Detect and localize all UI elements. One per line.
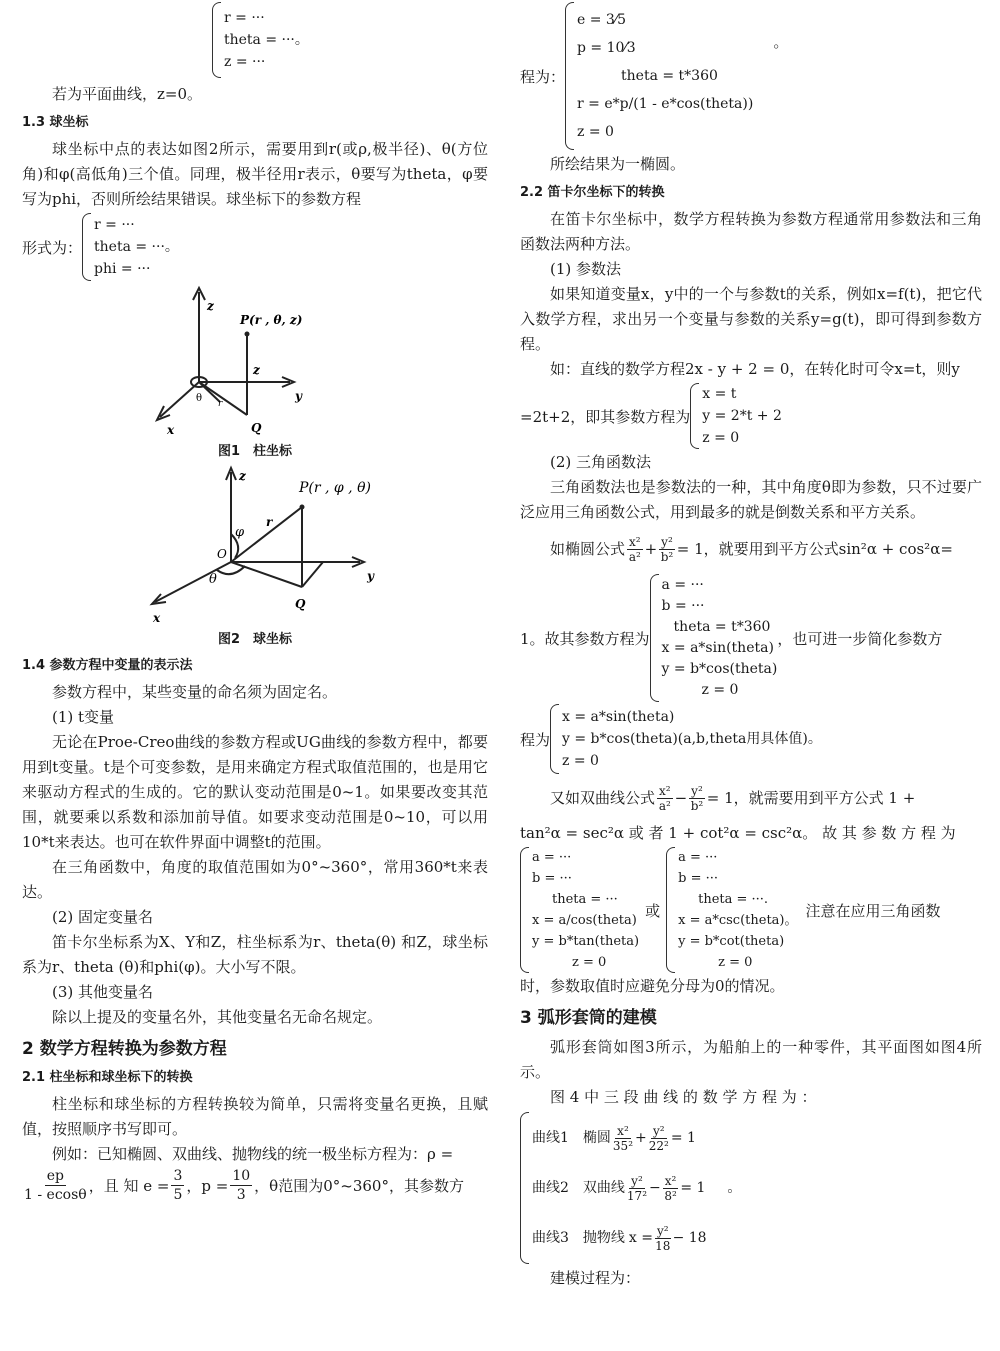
para-1-4: 参数方程中，某些变量的命名须为固定名。 xyxy=(52,683,338,701)
period: 。 xyxy=(773,32,789,51)
para-result: 所绘结果为一椭圆。 xyxy=(550,155,686,173)
eq-line: x = a*sin(theta) xyxy=(562,709,675,725)
para-t-variable: 无论在Proe-Creo曲线的参数方程或UG曲线的参数方程中，都要用到t变量。t是个可变参数，是用来确定方程式取值范围的，也是用它来驱动方程式的生成的。它的默认变动范围是0~1。如果要改变其范围，就要乘以系数和添加前导值。如要求变动范围是0~10，可以用10*t来表达。也可在软件界面中调整t的范围。 xyxy=(22,733,488,851)
curve-label: 曲线2 双曲线 xyxy=(532,1180,625,1196)
hyperbola-formula-line: 又如双曲线公式 $\frac{\text{x²}}{\text{a²}}$ − $\frac{\text{y²}}{\text{b²}}$ = 1，就需要用到平方公式 1 + xyxy=(550,783,916,813)
eq-line: r = e*p/(1 - e*cos(theta)) xyxy=(577,96,754,112)
fig1-q-label: Q xyxy=(251,421,262,435)
eq-line: theta = ···. xyxy=(698,892,769,907)
fig2-z-label: z xyxy=(239,469,246,483)
line-param-row xyxy=(520,382,982,450)
eq-line: z = 0 xyxy=(577,124,614,140)
frac-num: 10 xyxy=(232,1168,251,1184)
curve-2: 曲线2 双曲线 $\frac{\text{y²}}{\text{17²}}$ − $\frac{\text{x²}}{\text{8²}}$ = 1 。 xyxy=(532,1163,741,1213)
eq-line: e = 3⁄5 xyxy=(577,12,627,28)
para-modeling: 建模过程为： xyxy=(550,1269,641,1287)
subtitle-other-names: (3) 其他变量名 xyxy=(52,983,154,1001)
fig2-phi-label: φ xyxy=(235,525,245,540)
eq-line: theta = t*360 xyxy=(621,68,718,84)
brace xyxy=(690,383,699,449)
text-run: ，且 知 e = xyxy=(88,1176,170,1195)
eq-line: y = b*cos(theta)(a,b,theta用具体值)。 xyxy=(562,731,822,747)
eq-line: x = t xyxy=(702,386,737,402)
curves-system xyxy=(520,1110,982,1266)
subtitle-fixed-names: (2) 固定变量名 xyxy=(52,908,154,926)
subtitle-t-variable: (1) t变量 xyxy=(52,708,115,726)
simplified-param-row xyxy=(520,703,982,775)
eq-line: theta = ···。 xyxy=(94,239,179,255)
subtitle-trig-method: (2) 三角函数法 xyxy=(550,453,652,471)
frac-den: 3 xyxy=(236,1187,246,1203)
text-run: 程为 xyxy=(520,730,551,749)
figure-1-caption: 图1 柱坐标 xyxy=(217,444,293,459)
text-run: 1。故其参数方程为 xyxy=(520,629,650,648)
text-run: =2t+2，即其参数方程为 xyxy=(520,407,691,426)
text-run: 注意在应用三角函数 xyxy=(805,901,941,920)
eq-line: z = 0 xyxy=(702,430,740,446)
brace xyxy=(212,2,221,78)
brace xyxy=(550,704,559,774)
fig1-point-label: P(r , θ, z) xyxy=(240,313,303,327)
y2-over-b2: $\frac{\text{y²}}{\text{b²}}$ xyxy=(660,534,674,564)
right-column xyxy=(520,0,982,1291)
frac-num: ep xyxy=(46,1168,64,1184)
eq-line: a = ··· xyxy=(661,577,704,593)
sph-param-form xyxy=(22,212,488,282)
fig2-y-label: y xyxy=(367,569,374,583)
curve-1: 曲线1 椭圆 $\frac{\text{x²}}{\text{35²}}$ + $\frac{\text{y²}}{\text{22²}}$ = 1 xyxy=(532,1113,741,1163)
para-3: 弧形套筒如图3所示，为船舶上的一种零件，其平面图如图4所示。 xyxy=(520,1038,982,1081)
eq-line: a = ··· xyxy=(532,850,572,865)
heading-2-1: 2.1 柱坐标和球坐标下的转换 xyxy=(22,1070,193,1085)
fig1-r-label: r xyxy=(218,399,223,409)
brace xyxy=(520,847,529,973)
text-run: 又如双曲线公式 xyxy=(550,788,656,807)
eq-line: b = ··· xyxy=(661,598,705,614)
eq-line: y = 2*t + 2 xyxy=(702,408,782,424)
heading-1-4: 1.4 参数方程中变量的表示法 xyxy=(22,658,193,673)
eq-line: r = ··· xyxy=(224,10,265,26)
hyperbola-param-row xyxy=(520,846,982,974)
para-2-2: 在笛卡尔坐标中，数学方程转换为参数方程通常用参数法和三角函数法两种方法。 xyxy=(520,210,982,253)
eq-line: z = ··· xyxy=(224,54,266,70)
brace xyxy=(520,1112,529,1264)
para-param-method: 如果知道变量x，y中的一个与参数t的关系，例如x=f(t)，把它代入数学方程，求出另一个变量与参数的关系y=g(t)，即可得到参数方程。 xyxy=(520,285,982,353)
text-run: ，p = xyxy=(186,1176,229,1195)
eq-line: z = 0 xyxy=(562,753,599,769)
fig1-theta-label: θ xyxy=(196,393,203,404)
heading-2: 2 数学方程转换为参数方程 xyxy=(22,1039,227,1059)
eq-line: y = b*cos(theta) xyxy=(661,661,778,677)
text-run: ，也可进一步简化参数方 xyxy=(777,629,943,648)
fig1-y-label: y xyxy=(295,389,302,403)
eq-line: b = ··· xyxy=(678,871,718,886)
left-column xyxy=(22,0,488,1204)
fig2-q-label: Q xyxy=(295,597,306,611)
curve-3: 曲线3 抛物线 x = $\frac{\text{y²}}{18}$ − 18 xyxy=(532,1213,741,1263)
fig2-origin-label: O xyxy=(217,547,227,561)
heading-3: 3 弧形套筒的建模 xyxy=(520,1008,657,1028)
eq-line: y = b*cot(theta) xyxy=(678,934,785,949)
para-2-1: 柱坐标和球坐标的方程转换较为简单，只需将变量名更换，且赋值，按照顺序书写即可。 xyxy=(22,1095,488,1138)
text-run: 如椭圆公式 xyxy=(550,539,626,558)
fig1-z2-label: z xyxy=(253,363,260,377)
polar-param-system xyxy=(520,0,982,152)
prog-label: 程为： xyxy=(520,67,566,86)
figure-2-caption: 图2 球坐标 xyxy=(217,632,293,647)
eq-line: z = 0 xyxy=(572,955,607,970)
fig2-theta-label: θ xyxy=(209,572,217,587)
para-note: 时，参数取值时应避免分母为0的情况。 xyxy=(520,977,785,995)
fig2-r-label: r xyxy=(266,515,273,529)
form-label: 形式为： xyxy=(22,238,83,257)
frac-den: 5 xyxy=(173,1187,183,1203)
eq-line: x = a*csc(theta)。 xyxy=(678,913,798,928)
period: 。 xyxy=(727,1180,742,1196)
cyl-param-system xyxy=(22,2,488,82)
eq-line: x = a*sin(theta) xyxy=(661,640,774,656)
ellipse-param-row xyxy=(520,573,982,703)
figure-1-cylindrical xyxy=(155,282,355,442)
curve-label: 曲线1 椭圆 xyxy=(532,1130,611,1146)
para-trig-method: 三角函数法也是参数法的一种，其中角度θ即为参数，只不过要广泛应用三角函数公式，用到最多的就是倒数关系和平方关系。 xyxy=(520,478,982,521)
x2-over-a2: $\frac{\text{x²}}{\text{a²}}$ xyxy=(658,783,671,813)
eq-line: b = ··· xyxy=(532,871,572,886)
eq-line: theta = ··· xyxy=(552,892,618,907)
brace xyxy=(565,2,574,150)
eq-line: theta = ···。 xyxy=(224,32,309,48)
para-other-names: 除以上提及的变量名外，其他变量名无命名规定。 xyxy=(52,1008,383,1026)
subtitle-param-method: (1) 参数法 xyxy=(550,260,622,278)
brace xyxy=(82,213,91,281)
eq-line: a = ··· xyxy=(678,850,718,865)
fig2-point-label: P(r , φ , θ) xyxy=(299,480,371,496)
heading-1-3: 1.3 球坐标 xyxy=(22,115,89,130)
fig1-x-label: x xyxy=(167,423,175,437)
para-fixed-names: 笛卡尔坐标系为X、Y和Z，柱坐标系为r、theta(θ) 和Z，球坐标系为r、theta (θ)和phi(φ)。大小写不限。 xyxy=(22,933,488,976)
eq-line: z = 0 xyxy=(718,955,753,970)
frac-den: 1 - ecosθ xyxy=(24,1187,87,1203)
para-hyperbola: tan²α = sec²α 或 者 1 + cot²α = csc²α。 故 其 参 数 方 程 为 xyxy=(520,824,956,842)
figure-2-spherical xyxy=(135,462,375,630)
text-run: ，θ范围为0°~360°，其参数方 xyxy=(254,1176,464,1195)
curve-label: 曲线3 抛物线 xyxy=(532,1230,625,1246)
brace xyxy=(666,847,675,973)
eq-line: phi = ··· xyxy=(94,261,151,277)
text-run: = 1，就需要用到平方公式 1 + xyxy=(706,788,916,807)
plane-note: 若为平面曲线，z=0。 xyxy=(52,85,203,103)
ellipse-formula-line: 如椭圆公式 $\frac{\text{x²}}{\text{a²}}$ + $\frac{\text{y²}}{\text{b²}}$ = 1，就要用到平方公式sin²α + cos²α= xyxy=(550,534,953,564)
fig2-x-label: x xyxy=(153,611,161,625)
para-trig-range: 在三角函数中，角度的取值范围如为0°~360°，常用360*t来表达。 xyxy=(22,858,488,901)
para-1-3: 球坐标中点的表达如图2所示，需要用到r(或ρ,极半径)、θ(方位角)和φ(高低角)三个值。同理，极半径用r表示，θ要写为theta，φ要写为phi，否则所绘结果错误。球坐标下的参数方程 xyxy=(22,140,488,208)
eq-line: p = 10⁄3 xyxy=(577,40,636,56)
eq-line: y = b*tan(theta) xyxy=(532,934,640,949)
para-line-example: 如：直线的数学方程2x - y + 2 = 0，在转化时可令x=t，则y xyxy=(550,360,960,378)
y2-over-b2: $\frac{\text{y²}}{\text{b²}}$ xyxy=(690,783,704,813)
text-run: = 1，就要用到平方公式sin²α + cos²α= xyxy=(676,539,953,558)
brace xyxy=(650,574,659,702)
example-formula-line xyxy=(22,1167,488,1204)
eq-line: z = 0 xyxy=(701,682,739,698)
heading-2-2: 2.2 笛卡尔坐标下的转换 xyxy=(520,185,665,200)
frac-num: 3 xyxy=(173,1168,183,1184)
eq-line: theta = t*360 xyxy=(673,619,771,635)
x2-over-a2: $\frac{\text{x²}}{\text{a²}}$ xyxy=(628,534,641,564)
para-example: 例如：已知椭圆、双曲线、抛物线的统一极坐标方程为：ρ = xyxy=(52,1145,454,1163)
eq-line: x = a/cos(theta) xyxy=(532,913,637,928)
para-curves-intro: 图 4 中 三 段 曲 线 的 数 学 方 程 为 ： xyxy=(550,1088,817,1106)
or-word: 或 xyxy=(645,901,661,920)
fig1-z-label: z xyxy=(207,299,214,313)
eq-line: r = ··· xyxy=(94,217,135,233)
